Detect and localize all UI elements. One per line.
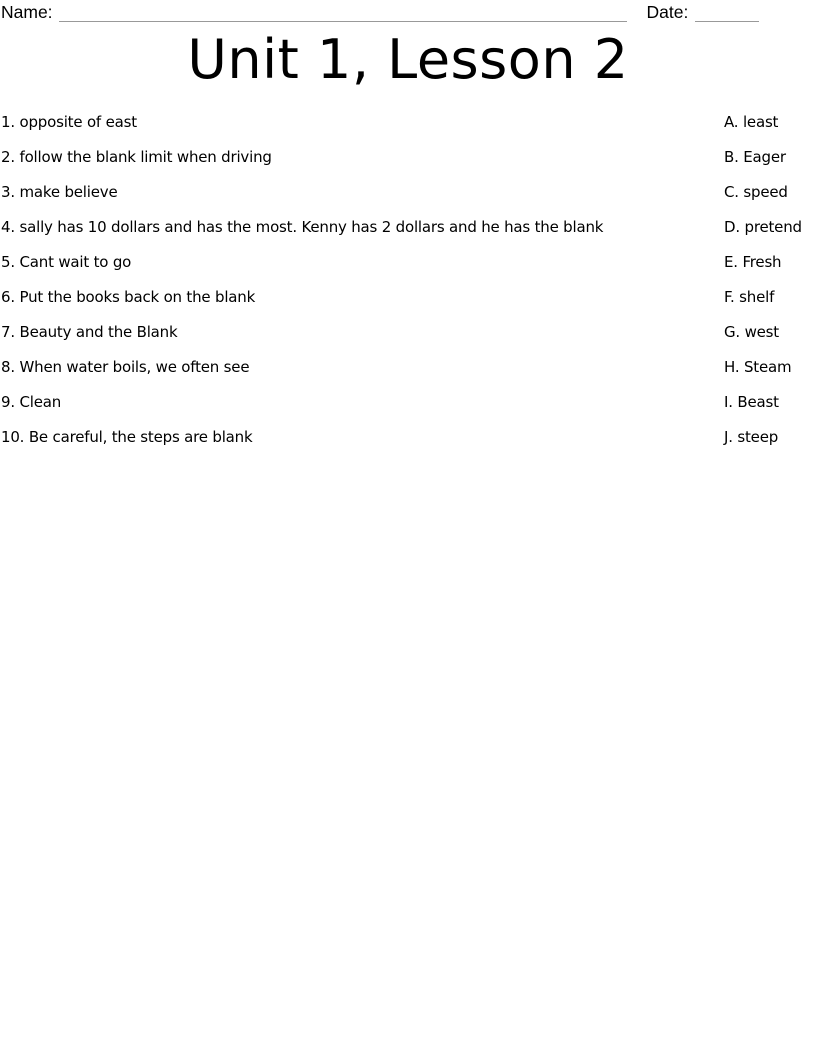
clue-text: Clean [19, 393, 62, 411]
clue-number: 8. [1, 358, 15, 376]
answer-text: Eager [743, 148, 786, 166]
answer-text: Beast [737, 393, 779, 411]
clue-number: 2. [1, 148, 15, 166]
answer-item [724, 287, 774, 307]
name-blank-line [59, 5, 627, 22]
answer-item [724, 112, 778, 132]
name-date-header [0, 0, 816, 22]
clue-number: 4. [1, 218, 15, 236]
answer-item [724, 357, 791, 377]
clue-number: 3. [1, 183, 15, 201]
clue-number: 9. [1, 393, 15, 411]
answer-letter: J. [724, 428, 733, 446]
answer-text: least [742, 113, 779, 131]
clue-item [0, 427, 252, 447]
clue-item [0, 112, 137, 132]
clue-number: 1. [1, 113, 15, 131]
answer-item [724, 252, 781, 272]
answer-text: Fresh [742, 253, 782, 271]
clue-item [0, 182, 117, 202]
answer-letter: D. [724, 218, 740, 236]
answer-letter: C. [724, 183, 739, 201]
clue-item [0, 322, 177, 342]
answer-text: steep [737, 428, 779, 446]
answer-text: shelf [739, 288, 775, 306]
answer-item [724, 392, 779, 412]
matching-row [0, 287, 816, 322]
worksheet-title: Unit 1, Lesson 2 [187, 28, 629, 91]
clue-text: sally has 10 dollars and has the most. Kenny has 2 dollars and he has the blank [19, 218, 604, 236]
answer-letter: E. [724, 253, 738, 271]
name-label: Name: [1, 2, 53, 22]
matching-row [0, 322, 816, 357]
answer-text: speed [743, 183, 788, 201]
clue-item [0, 147, 272, 167]
answer-item [724, 217, 802, 237]
matching-row [0, 392, 816, 427]
clue-item [0, 217, 603, 237]
clue-number: 10. [1, 428, 25, 446]
matching-row [0, 252, 816, 287]
clue-item [0, 287, 255, 307]
clue-text: Put the books back on the blank [19, 288, 256, 306]
answer-item [724, 182, 788, 202]
clue-number: 6. [1, 288, 15, 306]
answer-item [724, 147, 786, 167]
answer-text: west [744, 323, 779, 341]
answer-text: Steam [743, 358, 792, 376]
answer-letter: B. [724, 148, 739, 166]
answer-item [724, 427, 778, 447]
answer-letter: A. [724, 113, 739, 131]
date-label: Date: [646, 2, 689, 22]
answer-item [724, 322, 779, 342]
clue-text: make believe [19, 183, 118, 201]
clue-text: Be careful, the steps are blank [28, 428, 253, 446]
matching-row [0, 217, 816, 252]
clue-item [0, 392, 61, 412]
matching-row [0, 357, 816, 392]
matching-list [0, 112, 816, 462]
clue-number: 5. [1, 253, 15, 271]
date-blank-line [695, 5, 759, 22]
clue-text: opposite of east [19, 113, 137, 131]
answer-letter: H. [724, 358, 740, 376]
matching-row [0, 147, 816, 182]
clue-text: Beauty and the Blank [19, 323, 178, 341]
clue-text: When water boils, we often see [19, 358, 250, 376]
matching-row [0, 112, 816, 147]
clue-text: Cant wait to go [19, 253, 132, 271]
answer-text: pretend [744, 218, 802, 236]
answer-letter: I. [724, 393, 733, 411]
answer-letter: G. [724, 323, 740, 341]
matching-row [0, 182, 816, 217]
clue-number: 7. [1, 323, 15, 341]
answer-letter: F. [724, 288, 735, 306]
clue-item [0, 357, 249, 377]
clue-text: follow the blank limit when driving [19, 148, 272, 166]
matching-row [0, 427, 816, 462]
clue-item [0, 252, 131, 272]
